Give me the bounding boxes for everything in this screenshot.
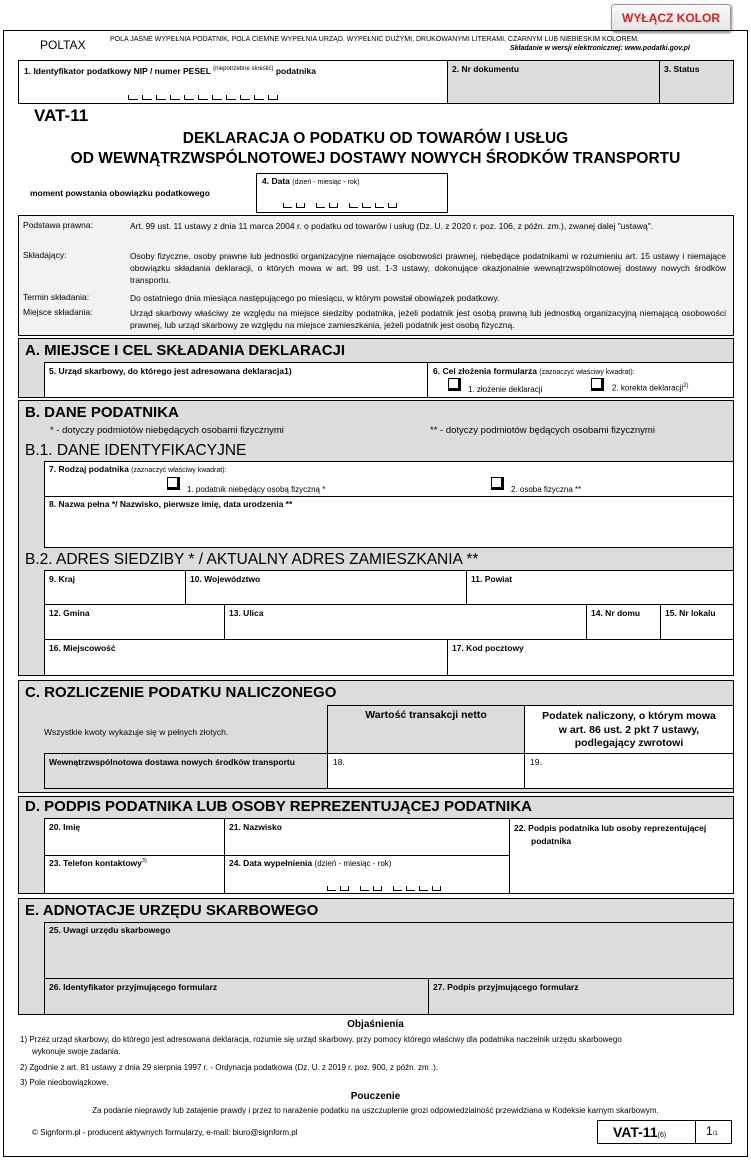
field-5-label: 5. Urząd skarbowy, do którego jest adresowana deklaracja1)	[49, 366, 292, 376]
section-c-amount-note: Wszystkie kwoty wykazuje się w pełnych złotych.	[44, 727, 229, 737]
option-correction-label	[612, 383, 689, 393]
field-1-title: 1. Identyfikator podatkowy NIP / numer PESEL	[24, 66, 211, 76]
fill-instruction: POLA JASNE WYPEŁNIA PODATNIK, POLA CIEMNE WYPEŁNIA URZĄD. WYPEŁNIĆ DUŻYMI, DRUKOWANYMI LITERAMI, CZARNYM LUB NIEBIESKIM KOLOREM.	[110, 36, 639, 43]
copyright: © Signform.pl - producent aktywnych formularzy, e-mail: biuro@signform.pl	[32, 1128, 298, 1137]
field-18-label: 18.	[333, 757, 345, 767]
section-e-title: E. ADNOTACJE URZĘDU SKARBOWEGO	[25, 902, 319, 919]
field-27-label: 27. Podpis przyjmującego formularz	[433, 982, 579, 992]
footer-page-number: 1	[706, 1124, 713, 1138]
footer-version: (6)	[657, 1132, 667, 1139]
field-19-input-tax[interactable]	[524, 753, 734, 789]
footer-code-text: VAT-11	[613, 1124, 658, 1140]
info-value-submitter: Osoby fizyczne, osoby prawne lub jednostki organizacyjne niemające osobowości prawnej, niebędące podatnikami w rozumieniu art. 15 ustawy i niemające obowiązku składania deklaracji, o których mowa w art. 99 ust. 1-3 ustawy, dokonujące okazjonalnie wewnątrzwspólnotowej dostawy nowych środków transportu.	[130, 251, 726, 285]
explanation-1-line2: wykonuje swoje zadania.	[32, 1047, 121, 1056]
section-a-title: A. MIEJSCE I CEL SKŁADANIA DEKLARACJI	[25, 342, 346, 359]
field-14-label: 14. Nr domu	[591, 608, 641, 618]
section-b-title: B. DANE PODATNIKA	[25, 404, 179, 421]
info-key-submitter: Składający:	[23, 250, 67, 260]
explanation-1	[20, 1034, 732, 1058]
section-c-title: C. ROZLICZENIE PODATKU NALICZONEGO	[25, 684, 337, 701]
section-b-note-right: ** - dotyczy podmiotów będących osobami fizycznymi	[430, 425, 655, 436]
moment-label: moment powstania obowiązku podatkowego	[30, 188, 210, 198]
explanation-1-line1: 1) Przez urząd skarbowy, do którego jest adresowana deklaracja, rozumie się urząd skarbowy, przy pomocy którego właściwy dla podatnika naczelnik urzędu skarbowego	[20, 1035, 622, 1044]
option-submission-label: 1. złożenie deklaracji	[468, 385, 543, 394]
field-13-street[interactable]	[224, 604, 587, 640]
field-23-sup: 3)	[141, 858, 147, 865]
info-key-legal: Podstawa prawna:	[23, 220, 93, 230]
field-24-title: 24. Data wypełnienia	[229, 858, 313, 868]
field-12-label: 12. Gmina	[49, 608, 90, 618]
info-key-place: Miejsce składania:	[23, 307, 93, 317]
option-natural-label: 2. osoba fizyczna **	[511, 485, 582, 494]
col2-line1: Podatek naliczony, o którym mowa	[542, 710, 716, 722]
poltax-label: POLTAX	[40, 38, 86, 52]
field-6-title: 6. Cel złożenia formularza	[433, 366, 537, 376]
section-b1-title: B.1. DANE IDENTYFIKACYJNE	[25, 442, 247, 459]
section-c-col1-label: Wartość transakcji netto	[365, 709, 487, 721]
form-title-line2: OD WEWNĄTRZWSPÓLNOTOWEJ DOSTAWY NOWYCH ŚRODKÓW TRANSPORTU	[70, 150, 681, 167]
field-16-label: 16. Miejscowość	[49, 643, 116, 653]
footer-page	[706, 1124, 718, 1138]
checkbox-non-natural-person[interactable]	[167, 477, 180, 490]
field-7-label	[49, 464, 227, 474]
info-value-deadline: Do ostatniego dnia miesiąca następującego po miesiącu, w którym powstał obowiązek podatkowy.	[130, 293, 500, 303]
field-22-line2: podatnika	[531, 836, 572, 846]
instruction-title: Pouczenie	[350, 1091, 401, 1102]
section-c-col2-label	[524, 710, 734, 751]
section-b-note-left: * - dotyczy podmiotów niebędących osobami fizycznymi	[50, 425, 284, 436]
col2-line2: w art. 86 ust. 2 pkt 7 ustawy,	[558, 723, 700, 736]
field-23-title: 23. Telefon kontaktowy	[49, 858, 142, 868]
field-19-label: 19.	[530, 757, 542, 767]
field-8-label: 8. Nazwa pełna */ Nazwisko, pierwsze imię, data urodzenia **	[49, 499, 293, 509]
electronic-note	[510, 45, 690, 52]
footer-form-code	[613, 1124, 666, 1140]
explanations-title: Objaśnienia	[347, 1019, 404, 1030]
field-7-title: 7. Rodzaj podatnika	[49, 464, 129, 474]
info-value-legal: Art. 99 ust. 11 ustawy z dnia 11 marca 2004 r. o podatku od towarów i usług (Dz. U. z 2020 r. poz. 106, z późn. zm.), zwanej dalej "ustawą".	[130, 221, 654, 231]
field-22-line1: 22. Podpis podatnika lub osoby reprezentującej	[514, 823, 707, 833]
field-20-label: 20. Imię	[49, 822, 81, 832]
field-24-cells	[327, 883, 441, 891]
section-d-title: D. PODPIS PODATNIKA LUB OSOBY REPREZENTUJĄCEJ PODATNIKA	[25, 798, 532, 815]
instruction-text: Za podanie nieprawdy lub zatajenie prawdy i przez to narażenie podatku na uszczuplenie grozi odpowiedzialność przewidziana w Kodeksie karnym skarbowym.	[92, 1106, 659, 1115]
info-key-deadline: Termin składania:	[23, 292, 90, 302]
checkbox-correction[interactable]	[591, 378, 604, 391]
field-4-title: 4. Data	[262, 176, 290, 186]
field-4-cells	[283, 200, 397, 208]
field-1-label	[24, 66, 316, 76]
info-value-place: Urząd skarbowy właściwy ze względu na miejsce siedziby podatnika, jeżeli podatnik jest osobą prawną lub jednostką organizacyjną niemającą osobowości prawnej, lub urząd skarbowy ze względu na miejsce zamieszkania, jeżeli podatnik jest osobą fizyczną.	[130, 308, 726, 330]
section-c-row-label: Wewnątrzwspólnotowa dostawa nowych środków transportu	[49, 757, 295, 767]
field-24-note: (dzień - miesiąc - rok)	[314, 859, 392, 868]
electronic-url: www.podatki.gov.pl	[624, 45, 690, 52]
electronic-prefix: Składanie w wersji elektronicznej:	[510, 45, 623, 52]
field-22-label	[514, 822, 706, 848]
field-24-label	[229, 858, 391, 868]
field-13-label: 13. Ulica	[229, 608, 264, 618]
field-21-label: 21. Nazwisko	[229, 822, 282, 832]
field-2-label: 2. Nr dokumentu	[452, 64, 520, 74]
option-correction-sup: 2)	[683, 383, 689, 389]
form-title-line1: DEKLARACJA O PODATKU OD TOWARÓW I USŁUG	[182, 130, 569, 147]
field-15-label: 15. Nr lokalu	[665, 608, 716, 618]
field-1-cells	[128, 92, 278, 100]
disable-color-label: WYŁĄCZ KOLOR	[622, 11, 720, 25]
col2-line3: podlegający zwrotowi	[574, 737, 684, 749]
field-23-label	[49, 858, 147, 868]
field-17-label: 17. Kod pocztowy	[452, 643, 524, 653]
checkbox-submission[interactable]	[448, 378, 461, 391]
section-b2-title: B.2. ADRES SIEDZIBY * / AKTUALNY ADRES ZAMIESZKANIA **	[25, 551, 479, 568]
checkbox-natural-person[interactable]	[491, 477, 504, 490]
field-1-note: (niepotrzebne skreślić)	[213, 66, 274, 72]
form-code: VAT-11	[34, 106, 89, 125]
field-10-label: 10. Województwo	[190, 574, 261, 584]
footer-page-total: /1	[712, 1131, 718, 1137]
field-26-label: 26. Identyfikator przyjmującego formularz	[49, 982, 218, 992]
disable-color-button[interactable]	[611, 4, 731, 32]
field-7-note: (zaznaczyć właściwy kwadrat):	[131, 467, 227, 474]
field-6-label	[433, 366, 635, 376]
field-9-label: 9. Kraj	[49, 574, 75, 584]
field-6-note: (zaznaczyć właściwy kwadrat):	[539, 369, 635, 376]
field-1-suffix: podatnika	[275, 66, 316, 76]
field-11-label: 11. Powiat	[471, 574, 513, 584]
field-4-note: (dzień - miesiąc - rok)	[292, 179, 360, 186]
field-25-label: 25. Uwagi urzędu skarbowego	[49, 925, 171, 935]
field-4-label	[262, 176, 360, 186]
option-non-natural-label: 1. podatnik niebędący osobą fizyczną *	[187, 485, 326, 494]
explanation-3: 3) Pole nieobowiązkowe.	[20, 1078, 109, 1087]
explanation-2: 2) Zgodnie z art. 81 ustawy z dnia 29 sierpnia 1997 r. - Ordynacja podatkowa (Dz. U. z 2019 r. poz. 900, z późn. zm .).	[20, 1063, 438, 1072]
field-18-net-value[interactable]	[327, 753, 525, 789]
field-3-label: 3. Status	[664, 64, 700, 74]
option-correction-text: 2. korekta deklaracji	[612, 383, 684, 393]
